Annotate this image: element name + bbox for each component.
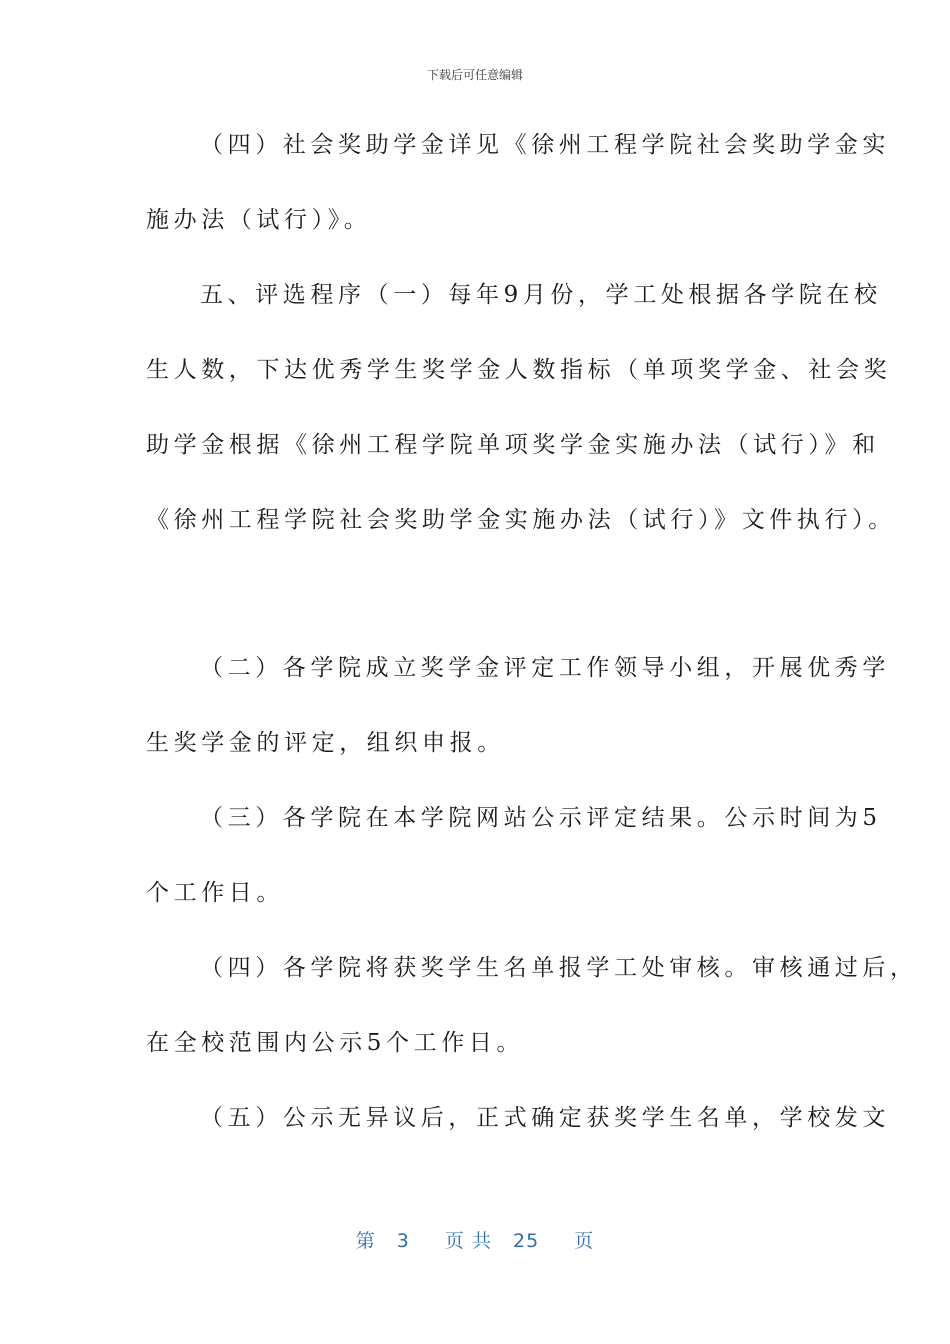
text-line: 在全校范围内公示5个工作日。 bbox=[146, 1030, 525, 1056]
text-line: 生奖学金的评定，组织申报。 bbox=[146, 730, 505, 756]
footer-middle: 页 共 bbox=[444, 1230, 492, 1252]
text-line: （二）各学院成立奖学金评定工作领导小组，开展优秀学 bbox=[200, 655, 890, 681]
text-line: （五）公示无异议后，正式确定获奖学生名单，学校发文 bbox=[200, 1105, 890, 1131]
page-footer bbox=[0, 1226, 950, 1253]
text-line: （四）社会奖助学金详见《徐州工程学院社会奖助学金实 bbox=[200, 132, 890, 158]
text-line: （三）各学院在本学院网站公示评定结果。公示时间为5 bbox=[200, 805, 882, 831]
current-page-number: 3 bbox=[396, 1230, 410, 1252]
total-page-count: 25 bbox=[513, 1230, 540, 1252]
text-line: 个工作日。 bbox=[146, 880, 284, 906]
page-header: 下载后可任意编辑 bbox=[426, 68, 523, 82]
text-line: （四）各学院将获奖学生名单报学工处审核。审核通过后， bbox=[200, 955, 918, 981]
text-line: 生人数，下达优秀学生奖学金人数指标（单项奖学金、社会奖 bbox=[146, 357, 892, 383]
text-line: 助学金根据《徐州工程学院单项奖学金实施办法（试行）》和 bbox=[146, 432, 880, 458]
text-line: 五、评选程序（一）每年9月份，学工处根据各学院在校 bbox=[200, 282, 882, 308]
text-line: 《徐州工程学院社会奖助学金实施办法（试行）》文件执行）。 bbox=[146, 507, 896, 533]
footer-prefix: 第 bbox=[355, 1230, 376, 1252]
text-line: 施办法（试行）》。 bbox=[146, 207, 372, 233]
footer-suffix: 页 bbox=[574, 1230, 595, 1252]
